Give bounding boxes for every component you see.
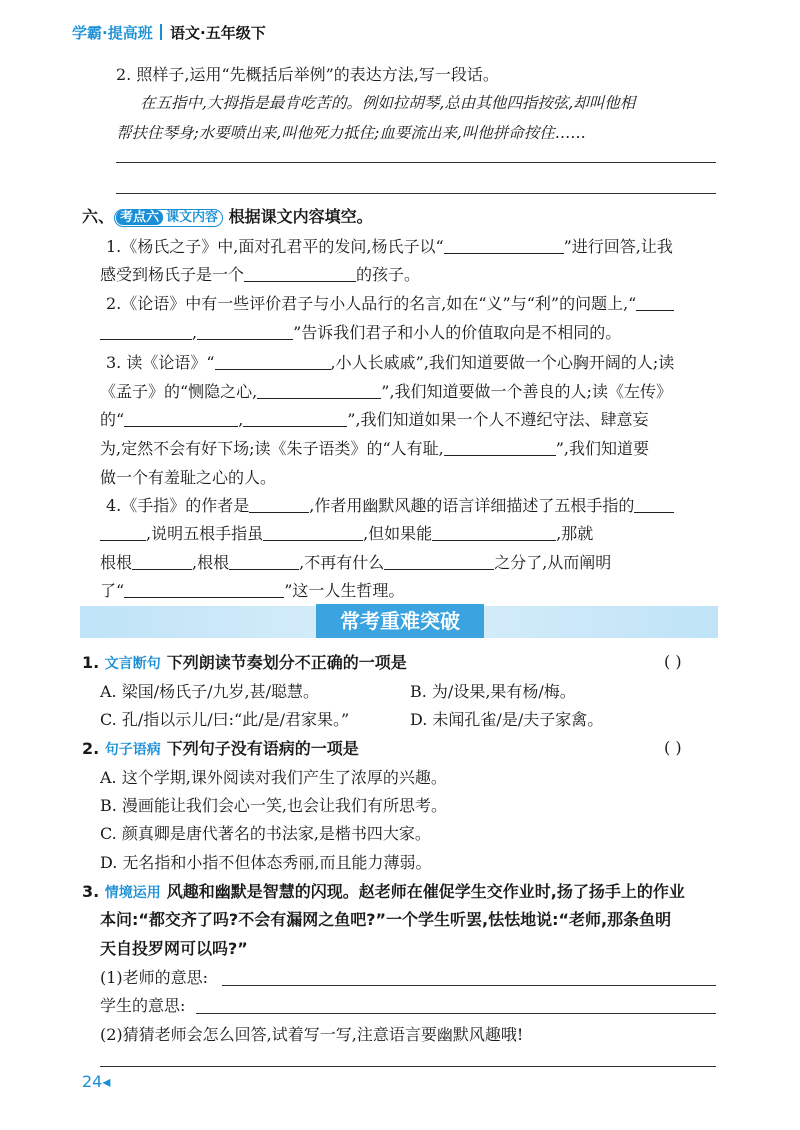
answer-paren[interactable]: ( ) [664,652,682,671]
text: 为,定然不会有好下场;读《朱子语类》的“人有耻, [100,439,444,458]
answer-line[interactable] [196,1013,716,1014]
question-tag: 句子语病 [104,742,161,758]
section6-badge [114,209,223,227]
sec6-item2-line2 [100,322,621,344]
s2-q2-option-c[interactable]: C. 颜真卿是唐代著名的书法家,是楷书四大家。 [100,824,431,843]
s2-q1-option-c[interactable]: C. 孔/指以示儿/曰:“此/是/君家果。” [100,710,350,729]
text: 感受到杨氏子是一个 [100,265,245,284]
fill-blank[interactable] [444,237,564,254]
s2-q1-stem [82,652,407,675]
s2-q2-option-a[interactable]: A. 这个学期,课外阅读对我们产生了浓厚的兴趣。 [100,768,447,787]
section6-heading [82,206,373,228]
sec6-item3-line5: 做一个有羞耻之心的人。 [100,468,277,487]
header-brand: 学霸·提高班 [72,24,153,42]
header-subject: 语文·五年级下 [170,24,266,42]
text: , [192,323,198,342]
fill-blank[interactable] [263,524,363,541]
text: , [238,410,244,429]
text: ,那就 [556,524,594,543]
text: ”,我们知道如果一个人不遵纪守法、肆意妄 [347,410,649,429]
text: 了“ [100,581,125,600]
sec6-item4-line1 [106,495,674,517]
sec6-item4-line2 [100,523,593,545]
fill-blank[interactable] [432,524,556,541]
sec6-item3-line4 [100,438,649,460]
answer-line[interactable] [116,162,716,163]
s2-q2-option-d[interactable]: D. 无名指和小指不但体态秀丽,而且能力薄弱。 [100,853,432,872]
fill-blank[interactable] [132,553,192,570]
sec6-item1-line2 [100,264,420,286]
s2-q1-option-b[interactable]: B. 为/设果,果有杨/梅。 [410,682,576,701]
fill-blank[interactable] [257,382,381,399]
s2-q3-line3: 天自投罗网可以吗?” [100,939,248,958]
s2-q3-sub1b: 学生的意思: [100,996,186,1015]
question-stem: 下列句子没有语病的一项是 [166,739,359,758]
text: ,小人长戚戚”,我们知道要做一个心胸开阔的人;读 [330,353,675,372]
fill-blank[interactable] [197,323,293,340]
sec6-item2-line1 [106,293,674,315]
section6-title: 根据课文内容填空。 [228,207,373,226]
badge-label: 课文内容 [166,210,219,225]
sec6-item3-line1 [106,352,674,374]
section6-num: 六、 [82,207,115,226]
text: ”告诉我们君子和小人的价值取向是不相同的。 [293,323,622,342]
question-number: 3. [82,882,100,901]
question-number: 2. [82,739,100,758]
fill-blank[interactable] [229,553,299,570]
question-tag: 文言断句 [104,656,161,672]
text: ”,我们知道要做一个善良的人;读《左传》 [381,382,672,401]
q2-example-line2: 帮扶住琴身;水要喷出来,叫他死力抵住;血要流出来,叫他拼命按住…… [116,124,586,142]
question-number: 1. [82,653,100,672]
answer-line[interactable] [222,985,716,986]
text: ,但如果能 [363,524,433,543]
s2-q1-option-d[interactable]: D. 未闻孔雀/是/夫子家禽。 [410,710,604,729]
fill-blank[interactable] [100,323,192,340]
text: 1.《杨氏之子》中,面对孔君平的发问,杨氏子以“ [106,237,444,256]
sec6-item4-line3 [100,552,611,574]
question-text: 风趣和幽默是智慧的闪现。赵老师在催促学生交作业时,扬了扬手上的作业 [166,882,685,901]
page-number: 24◂ [82,1072,111,1091]
text: ,作者用幽默风趣的语言详细描述了五根手指的 [309,496,635,515]
question-tag: 情境运用 [104,885,161,901]
q2-prompt: 2. 照样子,运用“先概括后举例”的表达方法,写一段话。 [116,65,499,84]
text: 的孩子。 [356,265,421,284]
s2-q3-sub1: (1)老师的意思: [100,968,209,987]
text: 2.《论语》中有一些评价君子与小人品行的名言,如在“义”与“利”的问题上,“ [106,294,637,313]
s2-q3-sub2: (2)猜猜老师会怎么回答,试着写一写,注意语言要幽默风趣哦! [100,1025,524,1044]
text: ,不再有什么 [299,553,385,572]
badge-tag: 考点六 [116,210,163,225]
fill-blank[interactable] [124,581,284,598]
fill-blank[interactable] [249,496,309,513]
s2-q1-option-a[interactable]: A. 梁国/杨氏子/九岁,甚/聪慧。 [100,682,319,701]
answer-line[interactable] [116,193,716,194]
fill-blank[interactable] [634,496,674,513]
question-stem: 下列朗读节奏划分不正确的一项是 [166,653,407,672]
sec6-item3-line3 [100,409,649,431]
text: 《孟子》的“恻隐之心, [100,382,258,401]
text: ,说明五根手指虽 [146,524,264,543]
text: ”进行回答,让我 [563,237,673,256]
s2-q3-line1 [82,881,685,904]
fill-blank[interactable] [636,294,674,311]
fill-blank[interactable] [243,410,347,427]
s2-q2-option-b[interactable]: B. 漫画能让我们会心一笑,也会让我们有所思考。 [100,796,448,815]
fill-blank[interactable] [215,353,331,370]
fill-blank[interactable] [444,439,556,456]
sec6-item3-line2 [100,381,672,403]
fill-blank[interactable] [124,410,238,427]
text: 3. 读《论语》“ [106,353,215,372]
answer-paren[interactable]: ( ) [664,738,682,757]
text: ”这一人生哲理。 [284,581,405,600]
text: ,根根 [192,553,230,572]
q2-example-line1: 在五指中,大拇指是最肯吃苦的。例如拉胡琴,总由其他四指按弦,却叫他相 [140,94,636,112]
header-divider [160,24,162,40]
text: 4.《手指》的作者是 [106,496,250,515]
text: ”,我们知道要 [555,439,650,458]
fill-blank[interactable] [384,553,494,570]
sec6-item4-line4 [100,580,404,602]
text: 的“ [100,410,125,429]
fill-blank[interactable] [244,265,356,282]
answer-line[interactable] [100,1066,716,1067]
s2-q2-stem [82,738,359,761]
text: 根根 [100,553,133,572]
s2-q3-line2: 本问:“都交齐了吗?不会有漏网之鱼吧?”一个学生听罢,怯怯地说:“老师,那条鱼明 [100,910,672,929]
fill-blank[interactable] [100,524,146,541]
text: 之分了,从而阐明 [494,553,612,572]
sec6-item1-line1 [106,236,673,258]
banner-title: 常考重难突破 [316,604,484,638]
